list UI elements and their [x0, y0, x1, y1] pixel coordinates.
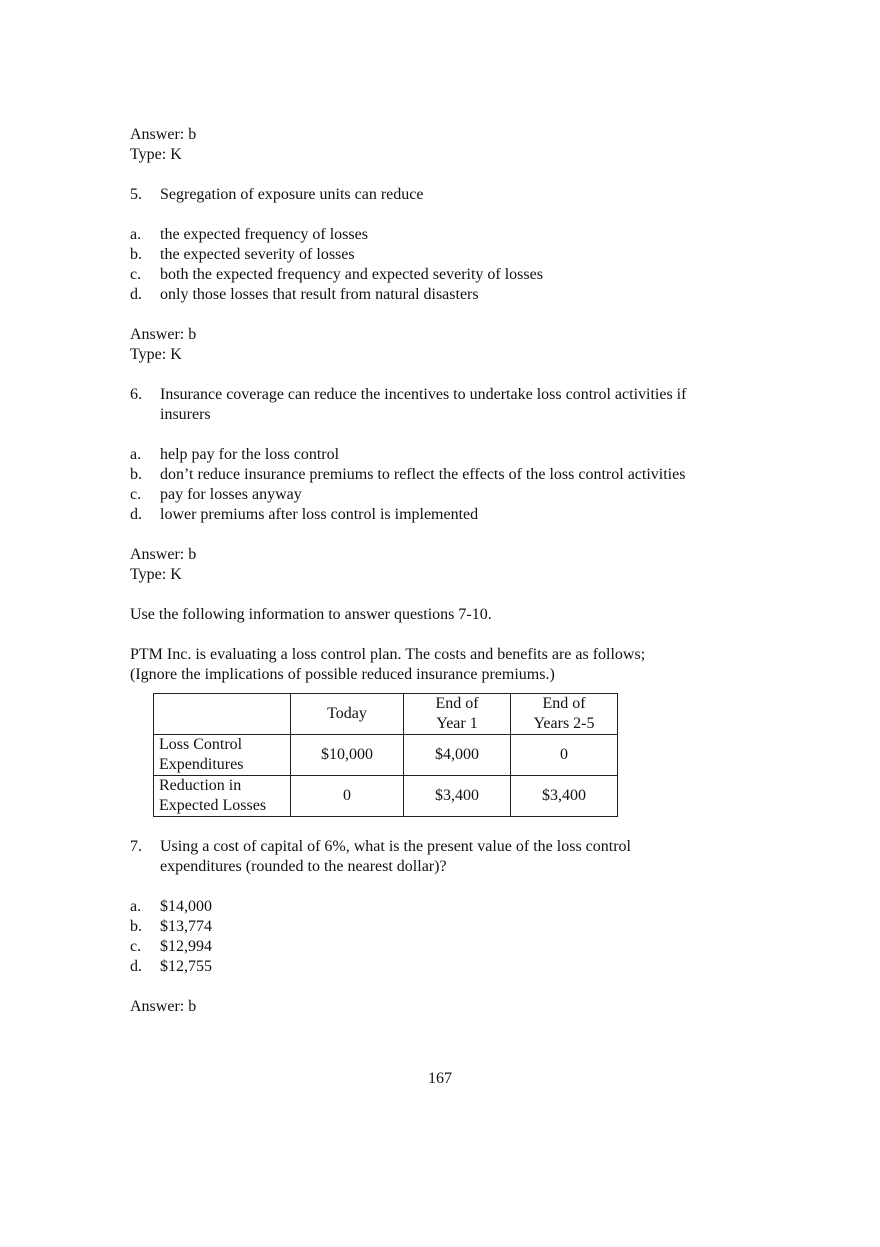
row-label-line: Expected Losses — [159, 797, 267, 814]
option-text: $12,755 — [160, 958, 212, 975]
option-letter: a. — [130, 226, 142, 243]
option-b — [130, 917, 750, 937]
option-text: pay for losses anyway — [160, 486, 302, 503]
cost-benefit-table — [153, 693, 618, 817]
row-label-line: Loss Control — [159, 736, 243, 753]
option-a — [130, 225, 750, 245]
table-header-cell — [404, 694, 511, 735]
option-text: only those losses that result from natural disasters — [160, 286, 479, 303]
row-label — [154, 776, 291, 817]
answer-text: Answer: b — [130, 126, 197, 143]
option-letter: d. — [130, 506, 142, 523]
option-letter: a. — [130, 898, 142, 915]
page-number: 167 — [428, 1070, 452, 1087]
question-text: Using a cost of capital of 6%, what is the present value of the loss control — [160, 838, 631, 855]
option-c — [130, 937, 750, 957]
option-letter: d. — [130, 286, 142, 303]
table-row — [154, 776, 618, 817]
answer-text: Answer: b — [130, 326, 197, 343]
table-cell: 0 — [511, 735, 618, 776]
row-label-line: Expenditures — [159, 756, 244, 773]
instruction-text: Use the following information to answer questions 7-10. — [130, 606, 492, 623]
table-header-cell — [511, 694, 618, 735]
table-row — [154, 735, 618, 776]
option-d — [130, 957, 750, 977]
table-cell: $10,000 — [291, 735, 404, 776]
question-5 — [130, 185, 750, 205]
option-text: $12,994 — [160, 938, 212, 955]
option-d — [130, 285, 750, 305]
answer-text: Answer: b — [130, 546, 197, 563]
option-letter: d. — [130, 958, 142, 975]
table-cell: $3,400 — [511, 776, 618, 817]
header-line: Year 1 — [436, 715, 478, 732]
option-letter: c. — [130, 486, 142, 503]
question-6 — [130, 385, 750, 405]
option-text: $13,774 — [160, 918, 212, 935]
option-text: don’t reduce insurance premiums to reflect the effects of the loss control activities — [160, 466, 686, 483]
header-line: Today — [327, 705, 367, 722]
row-label-line: Reduction in — [159, 777, 242, 794]
table-corner-cell — [154, 694, 291, 735]
option-letter: b. — [130, 246, 142, 263]
question-number: 5. — [130, 186, 142, 203]
answer-text: Answer: b — [130, 998, 197, 1015]
scenario-note: (Ignore the implications of possible reduced insurance premiums.) — [130, 666, 555, 683]
option-c — [130, 485, 750, 505]
question-text-continued: insurers — [160, 406, 211, 423]
question-text: Insurance coverage can reduce the incentives to undertake loss control activities if — [160, 386, 687, 403]
option-text: the expected severity of losses — [160, 246, 355, 263]
question-7 — [130, 837, 750, 857]
option-letter: c. — [130, 938, 142, 955]
question-6-continued — [130, 405, 750, 425]
table-cell: 0 — [291, 776, 404, 817]
type-text: Type: K — [130, 346, 182, 363]
option-letter: b. — [130, 918, 142, 935]
row-label — [154, 735, 291, 776]
option-a — [130, 897, 750, 917]
option-text: $14,000 — [160, 898, 212, 915]
table-header-row — [154, 694, 618, 735]
type-text: Type: K — [130, 146, 182, 163]
header-line: End of — [435, 695, 479, 712]
option-text: lower premiums after loss control is implemented — [160, 506, 479, 523]
option-a — [130, 445, 750, 465]
question-text-continued: expenditures (rounded to the nearest dollar)? — [160, 858, 447, 875]
question-number: 6. — [130, 386, 142, 403]
question-number: 7. — [130, 838, 142, 855]
option-b — [130, 245, 750, 265]
option-c — [130, 265, 750, 285]
question-7-continued — [130, 857, 750, 877]
document-page — [130, 125, 750, 1017]
table-cell: $3,400 — [404, 776, 511, 817]
option-text: both the expected frequency and expected severity of losses — [160, 266, 543, 283]
option-d — [130, 505, 750, 525]
option-letter: c. — [130, 266, 142, 283]
table-cell: $4,000 — [404, 735, 511, 776]
table-header-cell — [291, 694, 404, 735]
scenario-text: PTM Inc. is evaluating a loss control plan. The costs and benefits are as follows; — [130, 646, 646, 663]
option-letter: b. — [130, 466, 142, 483]
question-text: Segregation of exposure units can reduce — [160, 186, 424, 203]
option-letter: a. — [130, 446, 142, 463]
header-line: Years 2-5 — [533, 715, 595, 732]
header-line: End of — [542, 695, 586, 712]
option-text: the expected frequency of losses — [160, 226, 368, 243]
type-text: Type: K — [130, 566, 182, 583]
option-b — [130, 465, 750, 485]
option-text: help pay for the loss control — [160, 446, 340, 463]
